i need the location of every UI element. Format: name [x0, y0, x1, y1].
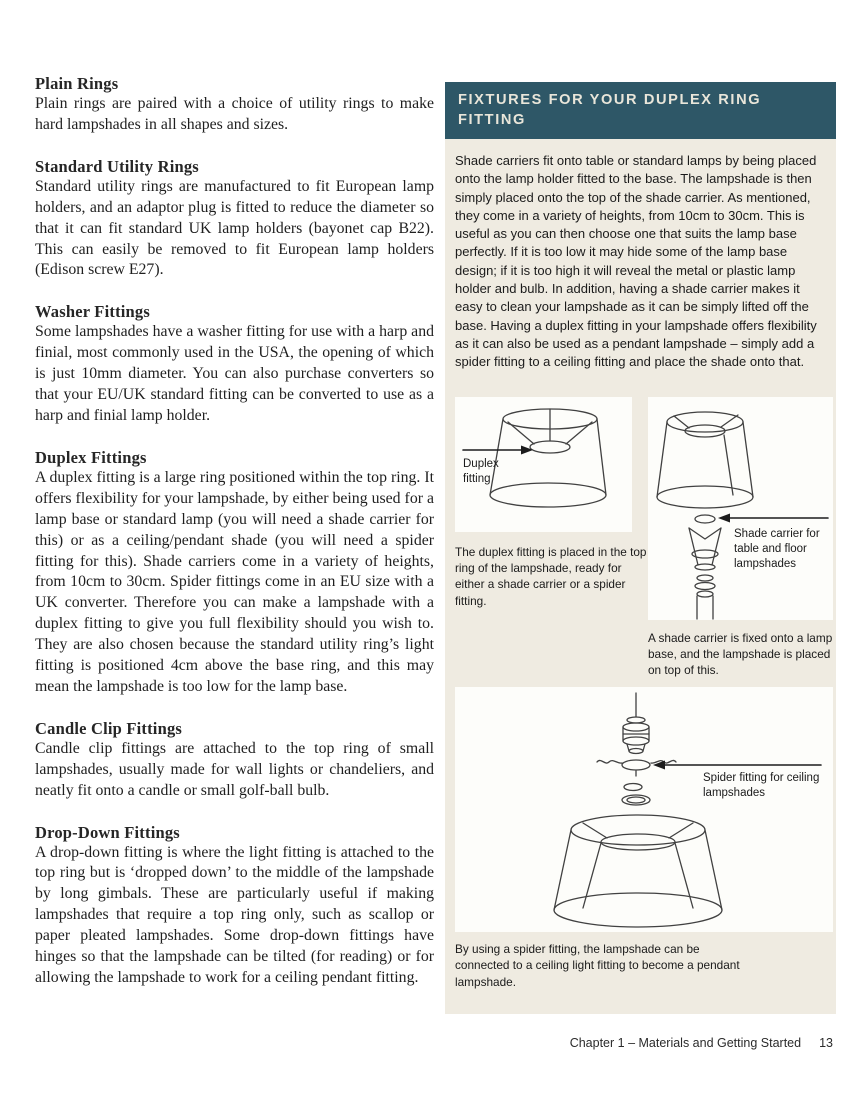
section-body: A duplex fitting is a large ring positioned within the top ring. It offers flexibility for your lampshade, by either being used for a lamp base or standard lamp (you will need a shade carrier for this) or as a ceiling/pendant shade (you will need a spider fitting for this). Shade carriers come in a variety of heights, from 10cm to 30cm. Spider fittings come in an EU size with a UK converter. Therefore you can make a lampshade with a duplex fitting to give you full flexibility should you wish to. They are also chosen because the standard utility ring’s light fitting is positioned 4cm above the base ring, and this may mean the lampshade is too low for the lamp base.	[35, 468, 434, 695]
section-heading: Plain Rings	[35, 74, 119, 93]
section-body: A drop-down fitting is where the light fitting is attached to the top ring but is ‘dropped down’ to the middle of the lampshade by long gimbals. These are particularly useful if making lampshades that require a top ring only, such as scallop or paper pleated lampshades. Some drop-down fittings have hinges so that the lampshade can be tilted (for reading) or for allowing the lampshade to work for a ceiling pendant fitting.	[35, 843, 434, 986]
section-body: Some lampshades have a washer fitting for use with a harp and finial, most commonly used in the USA, the opening of which is just 10mm diameter. You can also purchase converters so that your EU/UK standard fitting can be converted to use as a harp and finial lamp holder.	[35, 323, 434, 424]
section-standard-utility-rings	[35, 156, 434, 282]
figure-row	[455, 397, 833, 679]
sidebar-header	[445, 82, 836, 139]
figure-spider-fitting	[455, 687, 833, 990]
page-number: 13	[819, 1036, 833, 1050]
section-body: Plain rings are paired with a choice of utility rings to make hard lampshades in all shapes and sizes.	[35, 95, 434, 133]
section-heading: Drop-Down Fittings	[35, 822, 180, 842]
shade-carrier-label: Shade carrier for table and floor lampshades	[734, 527, 820, 570]
page-footer	[570, 1036, 833, 1050]
section-heading: Candle Clip Fittings	[35, 718, 183, 738]
figure-duplex-fitting	[455, 397, 647, 679]
shade-carrier-illustration	[648, 397, 833, 620]
section-drop-down-fittings	[35, 822, 434, 989]
spider-fitting-label: Spider fitting for ceiling lampshades	[703, 771, 820, 799]
duplex-fitting-label: Duplex fitting	[463, 457, 499, 485]
section-washer-fittings	[35, 301, 434, 427]
sidebar-intro-text: Shade carriers fit onto table or standard lamps by being placed onto the lamp holder fitted to the base. The lampshade is then simply placed onto the top of the shade carrier. As mentioned, they come in a variety of heights, from 10cm to 30cm. This is useful as you can then choose one that suits the lamp base perfectly. If it is too low it may hide some of the lamp base design; if it is too high it will reveal the metal or plastic lamp holder and bulb. In addition, having a shade carrier makes it easy to clean your lampshade as it can be simply lifted off the base. Having a duplex fitting in your lampshade offers flexibility as it can also be used as a pendant lampshade – simply add a spider fitting to a ceiling fitting and place the shade onto that.	[455, 153, 817, 370]
chapter-title: Chapter 1 – Materials and Getting Started	[569, 1036, 802, 1050]
lamp-base-carrier-drawing	[648, 397, 833, 620]
duplex-fitting-illustration	[455, 397, 632, 532]
sidebar-title: FIXTURES FOR YOUR DUPLEX RING FITTING	[458, 92, 762, 128]
figure-shade-carrier	[648, 397, 833, 679]
left-text-column	[35, 73, 434, 1009]
section-heading: Washer Fittings	[35, 302, 150, 322]
figure-caption: By using a spider fitting, the lampshade can be connected to a ceiling light fitting to become a pendant lampshade.	[455, 941, 740, 989]
sidebar-panel	[445, 82, 836, 1014]
section-plain-rings	[35, 73, 434, 136]
section-heading: Duplex Fittings	[35, 447, 147, 467]
sidebar-body	[445, 139, 836, 1014]
section-candle-clip-fittings	[35, 718, 434, 802]
section-body: Candle clip fittings are attached to the top ring of small lampshades, usually made for wall lights or chandeliers, and neatly fit onto a candle or small golf-ball bulb.	[35, 739, 434, 799]
pendant-lampshade-drawing	[455, 687, 833, 932]
figure-caption: The duplex fitting is placed in the top ring of the lampshade, ready for either a shade carrier or a spider fitting.	[455, 544, 647, 608]
section-duplex-fittings	[35, 447, 434, 698]
figure-caption: A shade carrier is fixed onto a lamp base, and the lampshade is placed on top of this.	[648, 630, 833, 678]
spider-fitting-illustration	[455, 687, 833, 932]
section-heading: Standard Utility Rings	[35, 156, 199, 176]
section-body: Standard utility rings are manufactured to fit European lamp holders, and an adaptor plug is fitted to reduce the diameter so that it can fit standard UK lamp holders (bayonet cap B22). This can easily be removed to fit European lamp holders (Edison screw E27).	[35, 177, 434, 279]
